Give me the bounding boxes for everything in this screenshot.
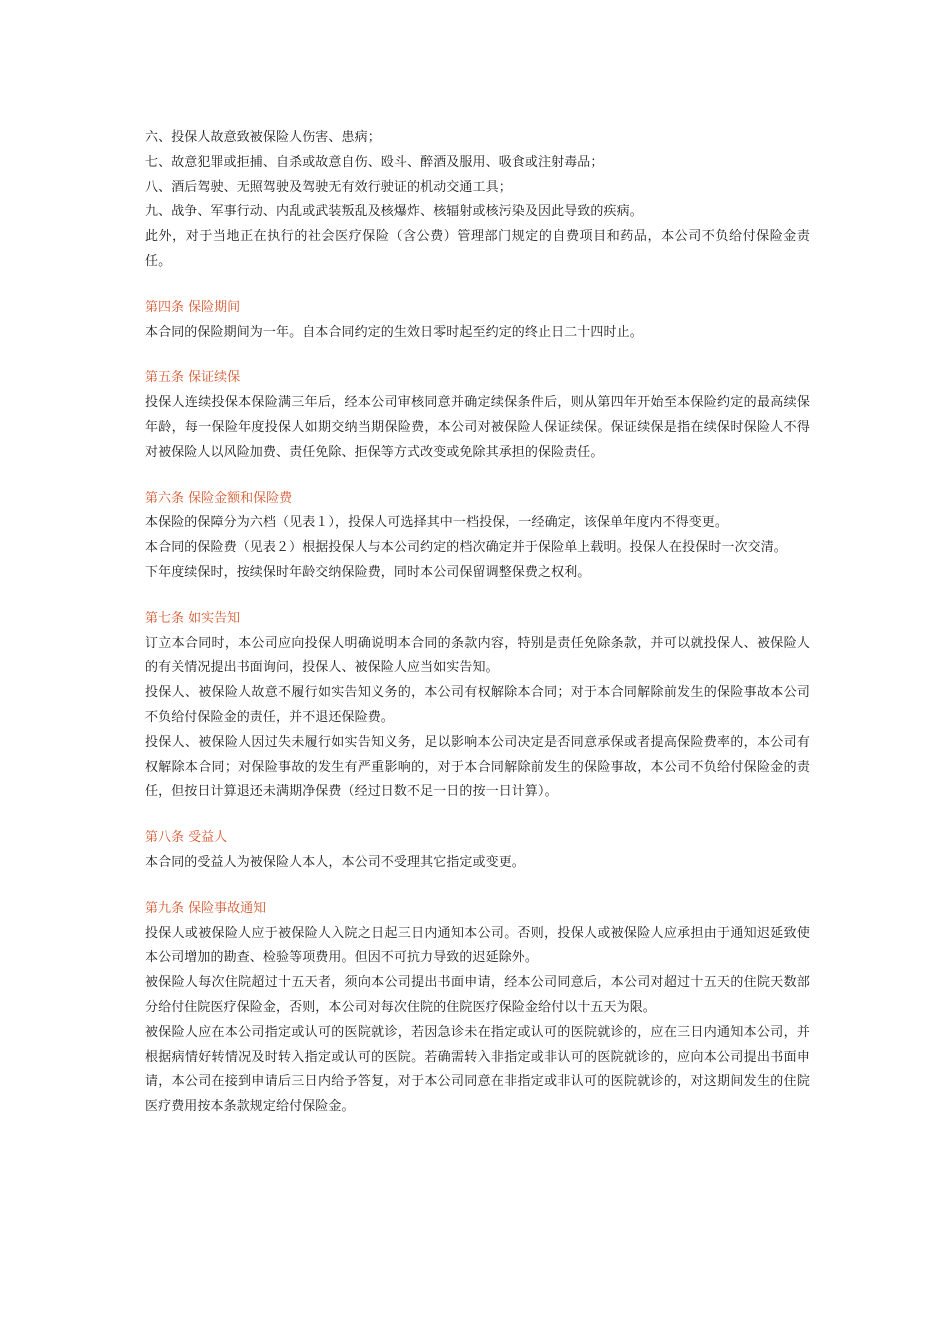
article-7-paragraph-2: 投保人、被保险人故意不履行如实告知义务的，本公司有权解除本合同；对于本合同解除前发生的保险事故本公司不负给付保险金的责任，并不退还保险费。 bbox=[145, 685, 810, 725]
article-4-heading: 第四条 保险期间 bbox=[145, 299, 241, 315]
article-7-paragraph-1: 订立本合同时，本公司应向投保人明确说明本合同的条款内容，特别是责任免除条款，并可以就投保人、被保险人的有关情况提出书面询问，投保人、被保险人应当如实告知。 bbox=[145, 635, 810, 676]
article-6-heading: 第六条 保险金额和保险费 bbox=[145, 490, 293, 506]
article-9-paragraph-2: 被保险人每次住院超过十五天者，须向本公司提出书面申请，经本公司同意后，本公司对超过十五天的住院天数部分给付住院医疗保险金，否则，本公司对每次住院的住院医疗保险金给付以十五天为限。 bbox=[145, 975, 810, 1015]
article-9-section bbox=[145, 897, 810, 1120]
article-9-heading: 第九条 保险事故通知 bbox=[145, 900, 267, 916]
article-8-section bbox=[145, 826, 810, 876]
article-9-paragraph-3: 被保险人应在本公司指定或认可的医院就诊，若因急诊未在指定或认可的医院就诊的，应在三日内通知本公司，并根据病情好转情况及时转入指定或认可的医院。若确需转入非指定或非认可的医院就诊的，应向本公司提出书面申请，本公司在接到申请后三日内给予答复，对于本公司同意在非指定或非认可的医院就诊的，对这期间发生的住院医疗费用按本条款规定给付保险金。 bbox=[145, 1024, 810, 1115]
document-page bbox=[145, 126, 810, 1120]
article-8-heading: 第八条 受益人 bbox=[145, 830, 228, 846]
article-7-heading: 第七条 如实告知 bbox=[145, 610, 241, 626]
article-4-section bbox=[145, 296, 810, 346]
article-9-paragraph-1: 投保人或被保险人应于被保险人入院之日起三日内通知本公司。否则，投保人或被保险人应承担由于通知迟延致使本公司增加的勘查、检验等项费用。但因不可抗力导致的迟延除外。 bbox=[145, 925, 810, 966]
article-5-paragraph: 投保人连续投保本保险满三年后，经本公司审核同意并确定续保条件后，则从第四年开始至本保险约定的最高续保年龄，每一保险年度投保人如期交纳当期保险费，本公司对被保险人保证续保。保证续保是指在续保时保险人不得对被保险人以风险加费、责任免除、拒保等方式改变或免除其承担的保险责任。 bbox=[145, 395, 810, 460]
exclusions-section bbox=[145, 126, 810, 275]
exclusion-item-7: 七、故意犯罪或拒捕、自杀或故意自伤、殴斗、醉酒及服用、吸食或注射毒品； bbox=[145, 154, 604, 170]
article-6-paragraph-3: 下年度续保时，按续保时年龄交纳保险费，同时本公司保留调整保费之权利。 bbox=[145, 564, 591, 580]
article-6-section bbox=[145, 487, 810, 586]
article-7-section bbox=[145, 607, 810, 805]
article-8-paragraph: 本合同的受益人为被保险人本人，本公司不受理其它指定或变更。 bbox=[145, 854, 525, 870]
article-5-section bbox=[145, 366, 810, 465]
exclusion-item-9: 九、战争、军事行动、内乱或武装叛乱及核爆炸、核辐射或核污染及因此导致的疾病。 bbox=[145, 204, 643, 220]
article-5-heading: 第五条 保证续保 bbox=[145, 370, 241, 386]
article-7-paragraph-3: 投保人、被保险人因过失未履行如实告知义务，足以影响本公司决定是否同意承保或者提高保险费率的，本公司有权解除本合同；对保险事故的发生有严重影响的，对于本合同解除前发生的保险事故，本公司不负给付保险金的责任，但按日计算退还未满期净保费（经过日数不足一日的按一日计算）。 bbox=[145, 734, 810, 800]
article-4-paragraph: 本合同的保险期间为一年。自本合同约定的生效日零时起至约定的终止日二十四时止。 bbox=[145, 324, 643, 340]
exclusion-item-8: 八、酒后驾驶、无照驾驶及驾驶无有效行驶证的机动交通工具； bbox=[145, 179, 512, 195]
article-6-paragraph-2: 本合同的保险费（见表２）根据投保人与本公司约定的档次确定并于保险单上载明。投保人在投保时一次交清。 bbox=[145, 540, 787, 556]
article-6-paragraph-1: 本保险的保障分为六档（见表１），投保人可选择其中一档投保，一经确定，该保单年度内不得变更。 bbox=[145, 515, 729, 531]
exclusion-note: 此外，对于当地正在执行的社会医疗保险（含公费）管理部门规定的自费项目和药品，本公司不负给付保险金责任。 bbox=[145, 229, 810, 269]
exclusion-item-6: 六、投保人故意致被保险人伤害、患病； bbox=[145, 130, 381, 145]
